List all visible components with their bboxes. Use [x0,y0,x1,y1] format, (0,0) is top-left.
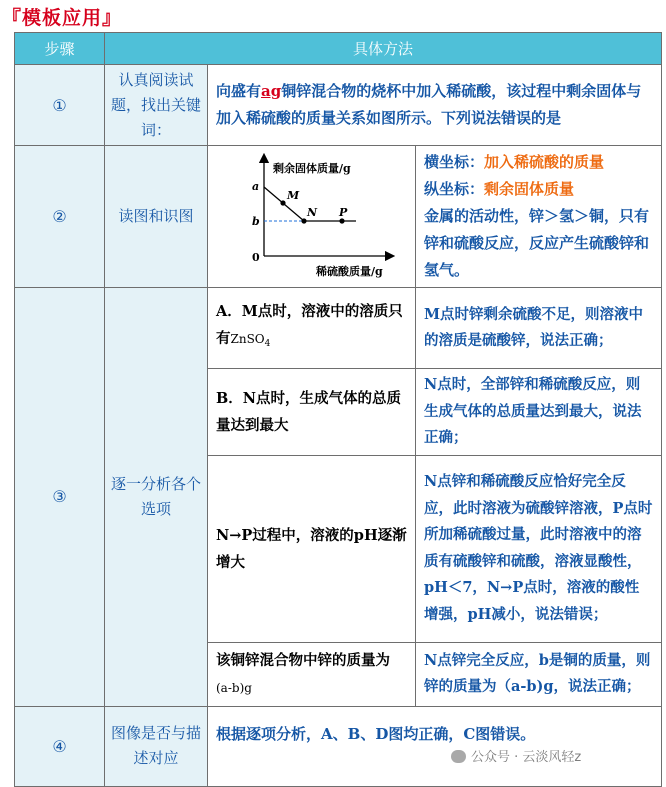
question-text: 铜锌混合物的烧杯中加入稀硫酸，该过程中剩余固体与加入稀硫酸的质量关系如图所示。下列说法错误的是 [216,82,642,127]
option-a [208,288,416,369]
table-row [15,65,662,146]
step-content: 根据逐项分析，A、B、D图均正确，C图错误。 [208,706,662,786]
page-title: 『模板应用』 [2,7,123,29]
wechat-icon [451,750,466,763]
option-a-text: A．M点时，溶液中的溶质只有 [216,303,403,347]
tick-a: a [252,179,260,193]
step-label: 逐一分析各个选项 [105,288,208,707]
point-p [339,218,344,223]
step-number: ② [15,146,105,288]
table-row [15,288,662,369]
step-label: 认真阅读试题，找出关键词： [105,65,208,146]
y-axis-desc-value: 剩余固体质量 [484,180,575,198]
header-step: 步骤 [15,33,105,65]
option-a-formula: ZnSO [230,332,265,346]
y-axis-desc [424,176,653,203]
key-word: ag [261,82,282,100]
option-d-formula: (a-b)g [216,680,252,695]
question-text: 向盛有 [216,82,262,100]
option-c: N→P过程中，溶液的pH逐渐增大 [208,455,416,642]
x-axis-label: 稀硫酸质量/g [316,264,383,278]
point-n-label: N [307,205,318,219]
step-label: 图像是否与描述对应 [105,706,208,786]
x-axis-desc-label: 横坐标： [424,153,485,171]
step-content [208,65,662,146]
x-axis-desc [424,149,653,176]
header-method: 具体方法 [105,33,662,65]
table-header-row [15,33,662,65]
graph-cell [208,146,416,288]
y-axis-desc-label: 纵坐标： [424,180,485,198]
watermark [451,746,581,765]
point-p-label: P [339,205,348,219]
point-n [301,218,306,223]
option-d-text: 该铜锌混合物中锌的质量为 [216,651,390,669]
origin-label: 0 [252,250,260,264]
tick-b: b [252,214,260,228]
point-m-label: M [287,188,300,202]
point-m [280,200,285,205]
step-number: ④ [15,706,105,786]
y-axis-label: 剩余固体质量/g [273,161,351,175]
option-c-analysis: N点锌和稀硫酸反应恰好完全反应，此时溶液为硫酸锌溶液，P点时所加稀硫酸过量，此时溶液中的溶质有硫酸锌和硫酸，溶液显酸性，pH＜7，N→P点时，溶液的酸性增强，pH减小，说法错误； [416,455,662,642]
activity-note: 金属的活动性，锌＞氢＞铜，只有锌和硫酸反应，反应产生硫酸锌和氢气。 [424,207,650,279]
option-d [208,642,416,706]
graph-analysis [416,146,662,288]
option-a-analysis: M点时锌剩余硫酸不足，则溶液中的溶质是硫酸锌，说法正确； [416,288,662,369]
watermark-text: 公众号 · 云淡风轻z [471,750,582,765]
step-number: ③ [15,288,105,707]
mass-graph [208,150,416,284]
table-row [15,146,662,288]
option-a-subscript: 4 [264,339,271,349]
option-d-analysis: N点锌完全反应，b是铜的质量，则锌的质量为（a-b)g，说法正确； [416,642,662,706]
step-label: 读图和识图 [105,146,208,288]
option-b: B．N点时，生成气体的总质量达到最大 [208,369,416,456]
option-b-analysis: N点时，全部锌和稀硫酸反应，则生成气体的总质量达到最大，说法正确； [416,369,662,456]
method-table [14,32,662,787]
step-number: ① [15,65,105,146]
x-axis-desc-value: 加入稀硫酸的质量 [484,153,605,171]
